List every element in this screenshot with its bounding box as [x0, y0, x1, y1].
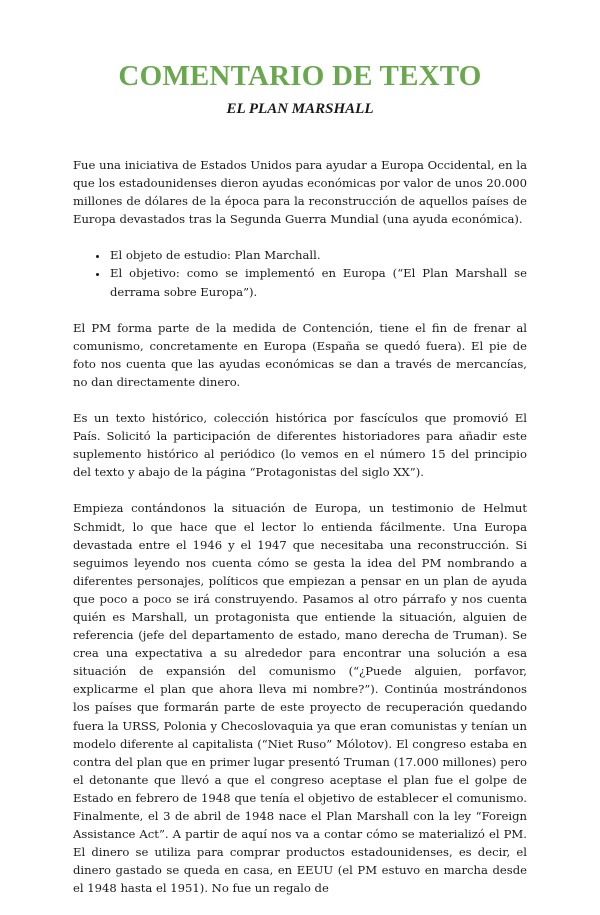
document-body [73, 156, 527, 915]
paragraph-containment: El PM forma parte de la medida de Contención, tiene el fin de frenar al comunismo, concretamente en Europa (España se quedó fuera). El pie de foto nos cuenta que las ayudas económicas se dan a través de mercancías, no dan directamente dinero. [73, 320, 527, 389]
paragraph-source: Es un texto histórico, colección histórica por fascículos que promovió El País. Solicitó la participación de diferentes historiadores para añadir este suplemento histórico al periódico (lo vemos en el número 15 del principio del texto y abajo de la página “Protagonistas del siglo XX”). [73, 411, 527, 480]
document-subtitle: EL PLAN MARSHALL [226, 101, 374, 117]
bullet-item-object: • El objeto de estudio: Plan Marchall. [108, 246, 527, 264]
paragraph-analysis: Empieza contándonos la situación de Europa, un testimonio de Helmut Schmidt, lo que hace que el lector lo entienda fácilmente. Una Europa devastada entre el 1946 y el 1947 que necesitaba una reconstrucción. Si seguimos leyendo nos cuenta cómo se gesta la idea del PM nombrando a diferentes personajes, políticos que empiezan a pensar en un plan de ayuda que poco a poco se irá construyendo. Pasamos al otro párrafo y nos cuenta quién es Marshall, un protagonista que entiende la situación, alguien de referencia (jefe del departamento de estado, mano derecha de Truman). Se crea una expectativa a su alrededor para encontrar una solución a esa situación de expansión del comunismo (“¿Puede alguien, porfavor, explicarme el plan que ahora lleva mi nombre?”). Continúa mostrándonos los países que formarán parte de este proyecto de recuperación quedando fuera la URSS, Polonia y Checoslovaquia ya que eran comunistas y tenían un modelo diferente al capitalista (“Niet Ruso” Mólotov). El congreso estaba en contra del plan que en primer lugar presentó Truman (17.000 millones) pero el detonante que llevó a que el congreso aceptase el plan fue el golpe de Estado en febrero de 1948 que tenía el objetivo de establecer el comunismo. Finalmente, el 3 de abril de 1948 nace el Plan Marshall con la ley “Foreign Assistance Act”. A partir de aquí nos va a contar cómo se materializó el PM. El dinero se utiliza para comprar productos estadounidenses, es decir, el dinero gastado se queda en casa, en EEUU (el PM estuvo en marcha desde el 1948 hasta el 1951). No fue un regalo de [73, 501, 527, 896]
paragraph-intro: Fue una iniciativa de Estados Unidos para ayudar a Europa Occidental, en la que los estadounidenses dieron ayudas económicas por valor de unos 20.000 millones de dólares de la época para la reconstrucción de aquellos países de Europa devastados tras la Segunda Guerra Mundial (una ayuda económica). [73, 158, 527, 227]
bullet-item-objective: • El objetivo: como se implementó en Europa (“El Plan Marshall se derrama sobre Europa”). [108, 264, 527, 300]
bullet-list [73, 246, 527, 300]
document-title: COMENTARIO DE TEXTO [118, 60, 482, 92]
